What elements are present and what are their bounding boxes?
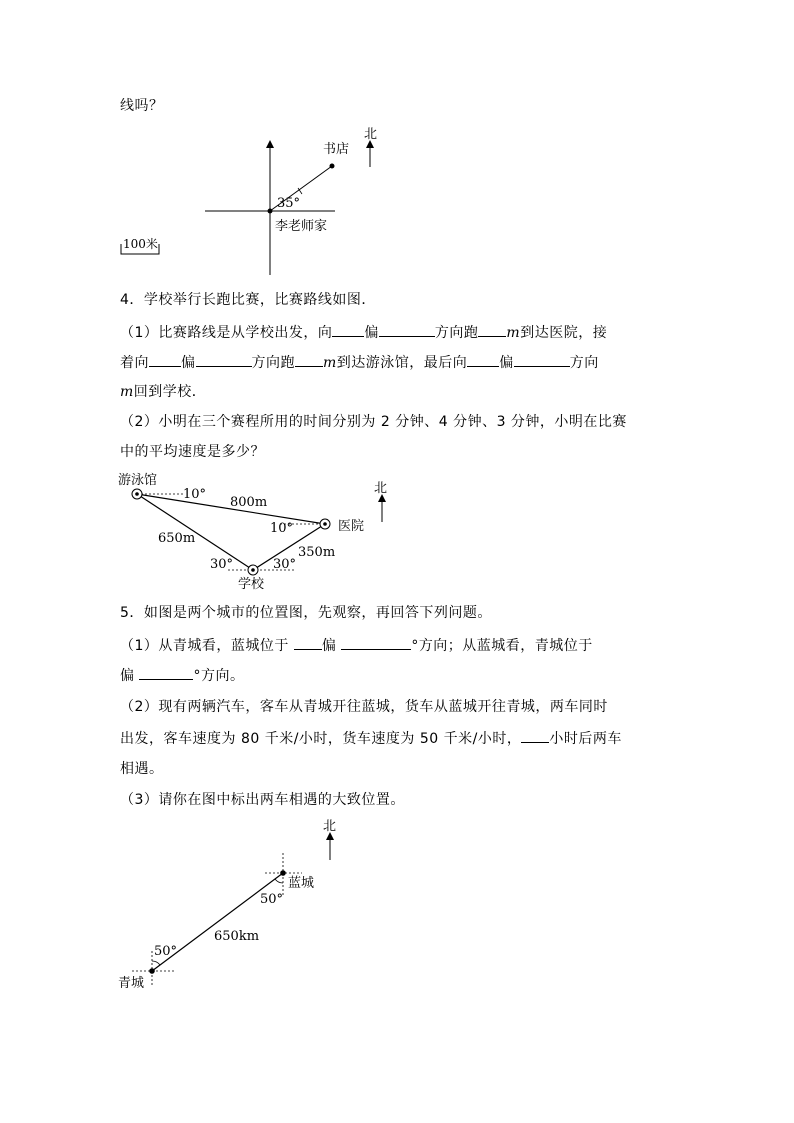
angle-label: 35° xyxy=(277,196,301,211)
north-label: 北 xyxy=(374,481,388,496)
q4-title: 4．学校举行长跑比赛，比赛路线如图． xyxy=(120,292,376,308)
figure-cities xyxy=(110,815,350,1000)
lancheng-point xyxy=(280,870,286,876)
qingcheng-label: 青城 xyxy=(118,976,145,991)
q4-p1-line2: 着向 偏 方向跑 m到达游泳馆，最后向 偏 方向 xyxy=(120,352,599,373)
hospital-label: 医院 xyxy=(338,519,365,534)
angle-arc-lancheng xyxy=(275,879,283,883)
blank-q5-hours[interactable] xyxy=(521,728,549,743)
angle-school-left: 30° xyxy=(210,557,234,572)
angle-school-right: 30° xyxy=(273,557,297,572)
figure-race-route xyxy=(110,470,400,592)
q4-p1-line3: m回到学校． xyxy=(120,384,207,400)
q5-p3: （3）请你在图中标出两车相遇的大致位置。 xyxy=(120,792,405,808)
q5-p1-line2: 偏 °方向。 xyxy=(120,665,244,686)
q5-p2-line1: （2）现有两辆汽车，客车从青城开往蓝城，货车从蓝城开往青城，两车同时 xyxy=(120,699,608,715)
distance-800: 800m xyxy=(230,495,268,510)
blank-direction-3[interactable] xyxy=(467,352,499,367)
blank-degree-1[interactable] xyxy=(379,322,435,337)
bookstore-label: 书店 xyxy=(323,142,350,157)
bookstore-point xyxy=(330,164,335,169)
angle-qingcheng: 50° xyxy=(154,944,178,959)
continuation-text: 线吗？ xyxy=(120,98,164,114)
home-point xyxy=(268,209,273,214)
north-label: 北 xyxy=(364,127,378,142)
q5-p2-line2: 出发，客车速度为 80 千米/小时，货车速度为 50 千米/小时， 小时后两车 xyxy=(120,728,622,749)
q4-p1-line1: （1）比赛路线是从学校出发，向 偏 方向跑 m到达医院，接 xyxy=(120,322,607,343)
angle-lancheng: 50° xyxy=(260,892,284,907)
distance-650: 650m xyxy=(158,531,196,546)
north-label: 北 xyxy=(323,819,337,834)
pool-label: 游泳馆 xyxy=(118,473,158,488)
blank-distance-1[interactable] xyxy=(478,322,506,337)
q5-title: 5．如图是两个城市的位置图，先观察，再回答下列问题。 xyxy=(120,605,492,621)
school-label: 学校 xyxy=(238,577,265,592)
blank-q5-direction-1[interactable] xyxy=(294,635,322,650)
q4-p2-line2: 中的平均速度是多少？ xyxy=(120,444,265,460)
blank-q5-degree-1[interactable] xyxy=(341,635,411,650)
blank-direction-1[interactable] xyxy=(332,322,364,337)
lancheng-label: 蓝城 xyxy=(288,876,315,891)
distance-350: 350m xyxy=(298,545,336,560)
figure-bookstore-direction xyxy=(110,120,410,280)
blank-q5-degree-2[interactable] xyxy=(139,665,193,680)
distance-label: 650km xyxy=(214,929,260,944)
blank-direction-2[interactable] xyxy=(149,352,181,367)
q5-p1-line1: （1）从青城看，蓝城位于 偏 °方向；从蓝城看，青城位于 xyxy=(120,635,593,656)
blank-distance-2[interactable] xyxy=(295,352,323,367)
blank-degree-2[interactable] xyxy=(196,352,252,367)
angle-arc-qingcheng xyxy=(152,961,160,965)
blank-degree-3[interactable] xyxy=(514,352,570,367)
q5-p2-line3: 相遇。 xyxy=(120,761,164,777)
qingcheng-point xyxy=(149,968,155,974)
angle-hospital: 10° xyxy=(270,521,294,536)
home-label: 李老师家 xyxy=(275,219,328,234)
angle-pool: 10° xyxy=(183,487,207,502)
scale-label: 100米 xyxy=(123,237,158,251)
q4-p2-line1: （2）小明在三个赛程所用的时间分别为 2 分钟、4 分钟、3 分钟，小明在比赛 xyxy=(120,414,627,430)
